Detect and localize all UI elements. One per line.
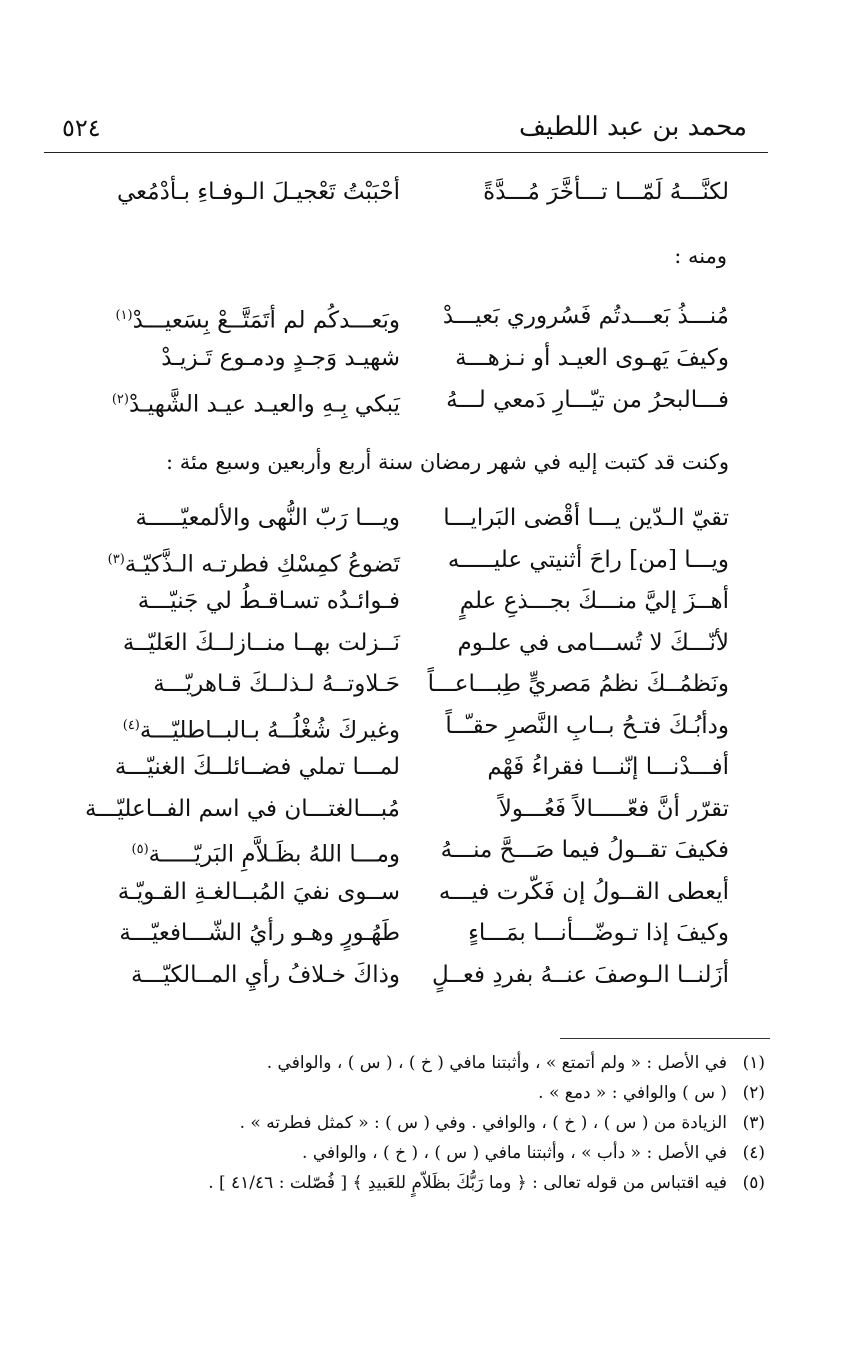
verse-right-hemistich: وكيفَ إذا تـوضّـــأنـــا بمَـــاءٍ [468,920,729,946]
verse-left-hemistich [80,664,400,704]
verse-right-hemistich: أهــزَ إليَّ منـــكَ بجـــذعِ علمٍ [459,588,729,614]
footnote-marker: (٣) [107,551,125,567]
verse-left-text: لمـــا تملي فضــائلــكَ الغنيّـــة [114,754,400,780]
page-number: ٥٢٤ [62,114,101,142]
footnote-number: (٣) [742,1113,765,1133]
verse-left-text: مُبـــالغتـــان في اسم الفــاعليّـــة [84,795,400,822]
footnote-number: (٥) [742,1173,765,1193]
intro-1: ومنه : [674,244,727,268]
header-rule [44,152,768,153]
verse-right-hemistich: أيعطى القــولُ إن فَكّرت فيـــه [438,878,729,905]
verse-left-hemistich [80,913,400,953]
verse-left-text: نَــزلت بهــا منــازلــكَ العَليّــة [122,629,400,656]
footnote-text: في الأصل : « ولم أتمتع » ، وأثبتنا مافي ( خ ) ، ( س ) ، والوافي . [266,1053,727,1073]
verse-right-hemistich: ونَظمُــكَ نظمُ مَصريٍّ طِبـــاعـــاً [427,671,729,697]
verse-left-hemistich [80,296,400,336]
footnote-marker: (٥) [131,842,149,857]
verse-right-hemistich: مُنـــذُ بَعـــدتُم فَسُروري بَعيـــدْ [442,303,729,329]
verse-left-text: فـوائـدُه تسـاقـطُ لي جَنيّـــة [137,588,400,614]
footnote-text: فيه اقتباس من قوله تعالى : ﴿ وما رَبُّكَ بظَلاّمٍ للعَبيدِ ﴾ [ فُصّلت : ٤١/٤٦ ] . [208,1173,727,1193]
verse-left-hemistich [80,540,400,580]
footnote-marker: (٤) [122,717,140,733]
verse-left-text: ســوى نفيَ المُبــالغـةِ القـويّـة [117,878,400,905]
verse-left-text: وذاكَ خـلافُ رأيِ المــالكيّـــة [130,961,400,988]
intro-2: وكنت قد كتبت إليه في شهر رمضان سنة أربع وأربعين وسبع مئة : [166,450,729,474]
verse-right-hemistich: تقرّر أنَّ فعّـــــالاً فَعُـــولاً [498,795,729,822]
verse-left-hemistich [80,338,400,378]
verse-right-hemistich: تقيّ الـدّين يـــا أقْضى البَرايـــا [443,505,729,531]
verse-right-hemistich: ودأبُـكَ فتـحُ بــابِ النَّصرِ حقـّــاً [445,712,729,739]
verse-left-hemistich [80,498,400,538]
verse-left-hemistich [80,955,400,995]
footnote-number: (١) [742,1053,765,1073]
footnote-text: ( س ) والوافي : « دمع » . [538,1083,727,1103]
footnote-marker: (٢) [111,392,129,407]
verse-right-hemistich: ويـــا [من] راحَ أثنيتي عليـــــه [447,546,729,573]
verse-left-text: يَبكي بِـهِ والعيـد عيـد الشَّهيـدْ [128,391,400,418]
verse-right-hemistich: أفـــدْنـــا إنّنـــا فقراءُ فَهْم [487,754,729,780]
opening-verse-right: لكنَّـــهُ لَمّـــا تـــأخَّرَ مُـــدَّةً [483,179,729,205]
verse-left-text: طَهُـورٍ وهـو رأيُ الشّـــافعيّـــة [119,920,400,946]
verse-left-hemistich [80,380,400,420]
footnote-text: الزيادة من ( س ) ، ( خ ) ، والوافي . وفي ( س ) : « كمثل فطرته » . [239,1113,727,1133]
verse-left-text: ومـــا اللهُ بظَـلاَّمِ البَريّـــــة [148,841,400,868]
verse-left-hemistich [80,581,400,621]
verse-left-hemistich [80,623,400,663]
verse-right-hemistich: لأنّـــكَ لا تُســـامى في علـوم [457,629,729,656]
verse-left-text: وغيركَ شُغْلُــهُ بـالبــاطليّـــة [139,717,400,744]
verse-left-text: حَـلاوتــهُ لـذلــكَ قـاهريّـــة [153,671,400,697]
verse-left-text: ويـــا رَبّ النُّهى والألمعيّـــــة [135,505,400,531]
verse-left-hemistich [80,872,400,912]
verse-left-hemistich [80,830,400,870]
footnote-text: في الأصل : « دأب » ، وأثبتنا مافي ( س ) ، ( خ ) ، والوافي . [302,1143,727,1163]
verse-left-hemistich [80,747,400,787]
verse-right-hemistich: أزَلنــا الـوصفَ عنــهُ بفردِ فعــلٍ [432,961,729,988]
verse-right-hemistich: فكيفَ تقــولُ فيما صَـــحَّ منـــهُ [440,837,729,863]
verse-left-text: شهيـد وَجـدٍ ودمـوع تَـزيـدْ [161,345,400,371]
verse-left-hemistich [80,706,400,746]
verse-right-hemistich: وكيفَ يَهـوى العيـد أو نـزهـــة [455,345,729,371]
verse-left-text: تَضوعُ كمِسْكِ فطرتـه الـذَّكيّـة [124,551,400,578]
footnote-number: (٤) [742,1143,765,1163]
footnote-rule [560,1038,770,1039]
verse-right-hemistich: فـــالبحرُ من تيّـــارِ دَمعي لـــهُ [446,387,729,413]
running-header-title: محمد بن عبد اللطيف [518,112,747,142]
verse-left-hemistich [80,789,400,829]
footnote-number: (٢) [742,1083,765,1103]
opening-verse-left: أحْبَبْتُ تَعْجيـلَ الـوفـاءِ بـأدْمُعي [117,179,400,205]
footnote-marker: (١) [115,308,133,323]
verse-left-text: وبَعـــدكُم لم أتَمَتَّــعْ بِسَعيـــدْ [132,307,400,334]
